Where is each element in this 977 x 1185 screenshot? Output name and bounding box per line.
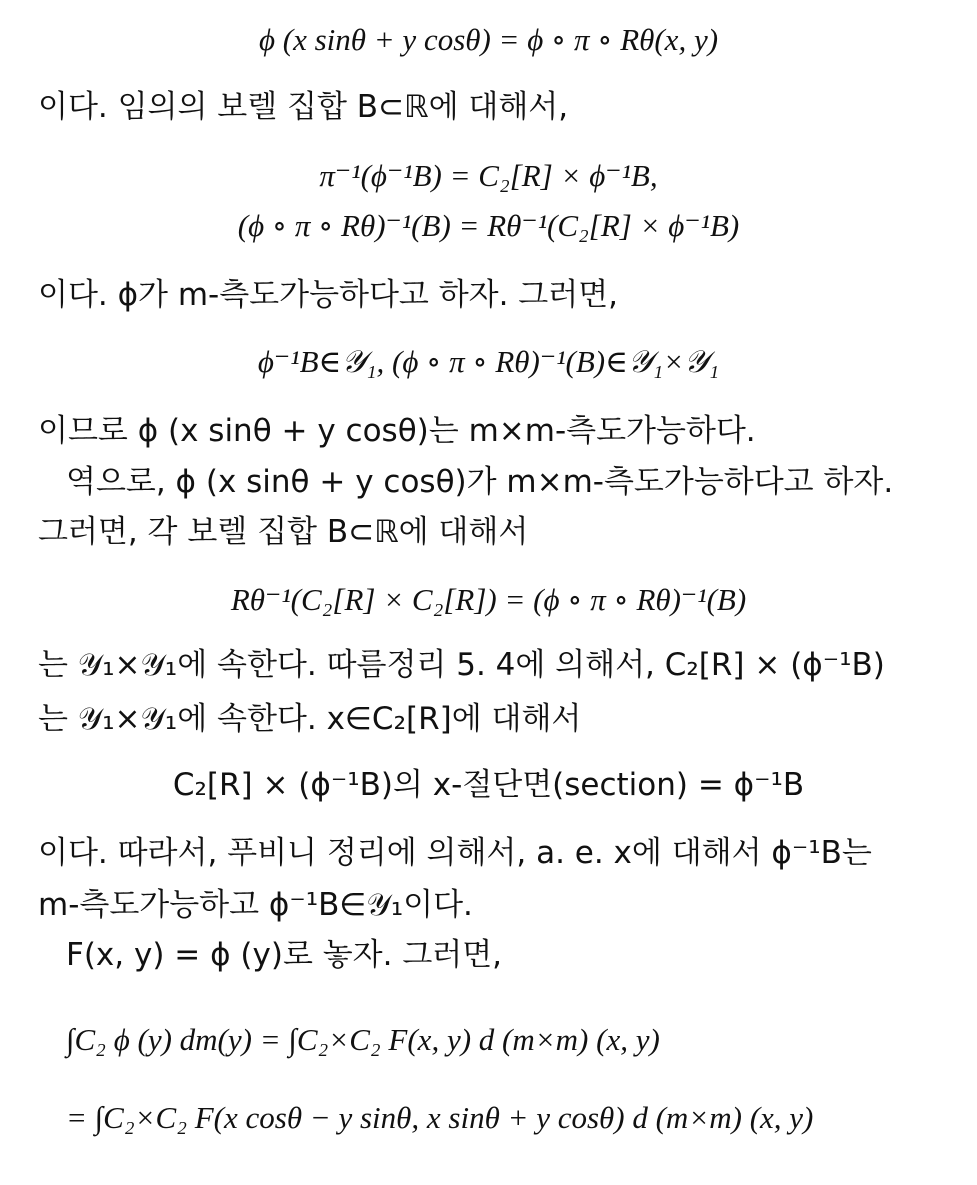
text-line-4: 역으로, ϕ (x sinθ + y cosθ)가 m×m-측도가능하다고 하자. bbox=[66, 464, 894, 500]
text-line-6: 는 𝒴₁×𝒴₁에 속한다. 따름정리 5. 4에 의해서, C₂[R] × (ϕ⁻¹B) bbox=[38, 647, 885, 683]
text-line-9: m-측도가능하고 ϕ⁻¹B∈𝒴₁이다. bbox=[38, 887, 473, 923]
equation-5: Rθ⁻¹(C₂[R] × C₂[R]) = (ϕ ∘ π ∘ Rθ)⁻¹(B) bbox=[230, 582, 747, 617]
equation-1: ϕ (x sinθ + y cosθ) = ϕ ∘ π ∘ Rθ(x, y) bbox=[258, 22, 719, 57]
text-line-5: 그러면, 각 보렐 집합 B⊂ℝ에 대해서 bbox=[38, 514, 529, 550]
equation-2: π⁻¹(ϕ⁻¹B) = C₂[R] × ϕ⁻¹B, bbox=[319, 158, 658, 193]
equation-8: = ∫C₂×C₂ F(x cosθ − y sinθ, x sinθ + y cosθ) d (m×m) (x, y) bbox=[66, 1100, 814, 1135]
text-line-7: 는 𝒴₁×𝒴₁에 속한다. x∈C₂[R]에 대해서 bbox=[38, 701, 582, 737]
text-line-3: 이므로 ϕ (x sinθ + y cosθ)는 m×m-측도가능하다. bbox=[38, 413, 756, 449]
equation-3: (ϕ ∘ π ∘ Rθ)⁻¹(B) = Rθ⁻¹(C₂[R] × ϕ⁻¹B) bbox=[237, 208, 740, 243]
equation-6: C₂[R] × (ϕ⁻¹B)의 x-절단면(section) = ϕ⁻¹B bbox=[172, 767, 805, 803]
text-line-2: 이다. ϕ가 m-측도가능하다고 하자. 그러면, bbox=[38, 277, 619, 313]
equation-4: ϕ⁻¹B∈𝒴₁, (ϕ ∘ π ∘ Rθ)⁻¹(B)∈𝒴₁×𝒴₁ bbox=[257, 344, 720, 379]
equation-7: ∫C₂ ϕ (y) dm(y) = ∫C₂×C₂ F(x, y) d (m×m) (x, y) bbox=[66, 1022, 660, 1057]
text-line-8: 이다. 따라서, 푸비니 정리에 의해서, a. e. x에 대해서 ϕ⁻¹B는 bbox=[38, 835, 872, 871]
text-line-1: 이다. 임의의 보렐 집합 B⊂ℝ에 대해서, bbox=[38, 89, 569, 125]
text-line-10: F(x, y) = ϕ (y)로 놓자. 그러면, bbox=[66, 937, 503, 973]
